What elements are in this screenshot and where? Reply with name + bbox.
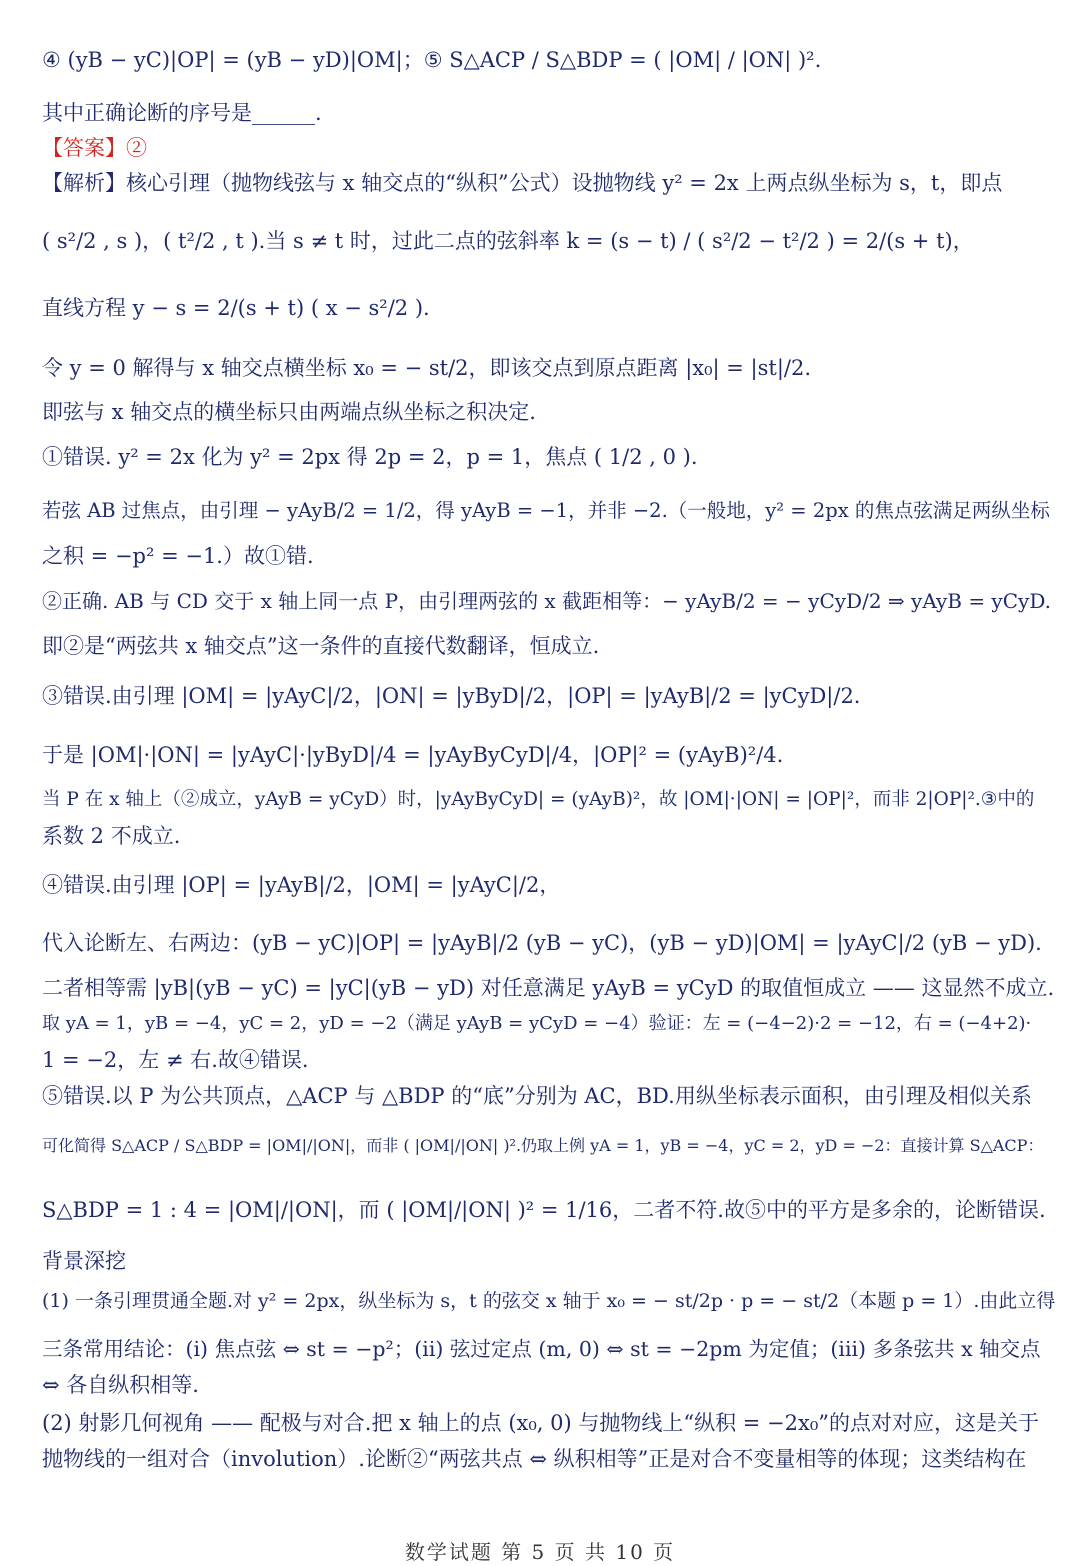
text-line: 令 y = 0 解得与 x 轴交点横坐标 x₀ = − st/2，即该交点到原点距离 |x₀| = |st|/2. bbox=[42, 356, 812, 380]
text-line: 二者相等需 |yB|(yB − yC) = |yC|(yB − yD) 对任意满足 yAyB = yCyD 的取值恒成立 —— 这显然不成立. bbox=[42, 976, 1055, 1000]
text-line: 抛物线的一组对合（involution）.论断②“两弦共点 ⇔ 纵积相等”正是对合不变量相等的体现；这类结构在 bbox=[42, 1447, 1027, 1471]
text-line: 即弦与 x 轴交点的横坐标只由两端点纵坐标之积决定. bbox=[42, 400, 536, 424]
text-line: S△BDP = 1 : 4 = |OM|/|ON|，而 ( |OM|/|ON| )² = 1/16，二者不符.故⑤中的平方是多余的，论断错误. bbox=[42, 1198, 1046, 1222]
text-line: (2) 射影几何视角 —— 配极与对合.把 x 轴上的点 (x₀, 0) 与抛物线上“纵积 = −2x₀”的点对对应，这是关于 bbox=[42, 1411, 1039, 1435]
text-line: 其中正确论断的序号是______. bbox=[42, 101, 322, 125]
text-line: 代入论断左、右两边：(yB − yC)|OP| = |yAyB|/2 (yB − yC)，(yB − yD)|OM| = |yAyC|/2 (yB − yD). bbox=[42, 931, 1042, 955]
text-line: 背景深挖 bbox=[42, 1249, 126, 1273]
text-line: 当 P 在 x 轴上（②成立，yAyB = yCyD）时，|yAyByCyD| = (yAyB)²，故 |OM|·|ON| = |OP|²，而非 2|OP|².③中的 bbox=[42, 789, 1035, 810]
text-line: 三条常用结论：(i) 焦点弦 ⇔ st = −p²；(ii) 弦过定点 (m, 0) ⇔ st = −2pm 为定值；(iii) 多条弦共 x 轴交点 bbox=[42, 1337, 1041, 1361]
text-line: (1) 一条引理贯通全题.对 y² = 2px，纵坐标为 s，t 的弦交 x 轴于 x₀ = − st/2p · p = − st/2（本题 p = 1）.由此立得 bbox=[42, 1290, 1056, 1312]
text-line: ( s²/2 , s )，( t²/2 , t ).当 s ≠ t 时，过此二点的弦斜率 k = (s − t) / ( s²/2 − t²/2 ) = 2/(s + t)， bbox=[42, 229, 974, 253]
text-line: 之积 = −p² = −1.）故①错. bbox=[42, 544, 314, 568]
text-line: ⇔ 各自纵积相等. bbox=[42, 1373, 199, 1397]
text-line: ④错误.由引理 |OP| = |yAyB|/2，|OM| = |yAyC|/2， bbox=[42, 873, 561, 897]
text-line: 取 yA = 1，yB = −4，yC = 2，yD = −2（满足 yAyB = yCyD = −4）验证：左 = (−4−2)·2 = −12，右 = (−4+2)· bbox=[42, 1013, 1032, 1034]
text-line: ③错误.由引理 |OM| = |yAyC|/2，|ON| = |yByD|/2，|OP| = |yAyB|/2 = |yCyD|/2. bbox=[42, 684, 861, 708]
text-line: 可化简得 S△ACP / S△BDP = |OM|/|ON|，而非 ( |OM|/|ON| )².仍取上例 yA = 1，yB = −4，yC = 2，yD = −2：直接计算 S△ACP： bbox=[42, 1136, 1044, 1155]
text-line: 即②是“两弦共 x 轴交点”这一条件的直接代数翻译，恒成立. bbox=[42, 634, 600, 658]
text-line: 【解析】核心引理（抛物线弦与 x 轴交点的“纵积”公式）设抛物线 y² = 2x 上两点纵坐标为 s，t，即点 bbox=[42, 171, 1003, 195]
text-line: ①错误. y² = 2x 化为 y² = 2px 得 2p = 2，p = 1，焦点 ( 1/2 , 0 ). bbox=[42, 445, 698, 469]
text-line: 于是 |OM|·|ON| = |yAyC|·|yByD|/4 = |yAyByCyD|/4，|OP|² = (yAyB)²/4. bbox=[42, 743, 784, 767]
text-line: ④ (yB − yC)|OP| = (yB − yD)|OM|；⑤ S△ACP / S△BDP = ( |OM| / |ON| )². bbox=[42, 48, 822, 72]
text-line: 【答案】② bbox=[42, 136, 147, 160]
text-line: 直线方程 y − s = 2/(s + t) ( x − s²/2 ). bbox=[42, 296, 430, 320]
text-line: ②正确. AB 与 CD 交于 x 轴上同一点 P，由引理两弦的 x 截距相等：− yAyB/2 = − yCyD/2 ⇒ yAyB = yCyD. bbox=[42, 589, 1052, 613]
text-line: 1 = −2，左 ≠ 右.故④错误. bbox=[42, 1048, 309, 1072]
text-line: 若弦 AB 过焦点，由引理 − yAyB/2 = 1/2，得 yAyB = −1，并非 −2.（一般地，y² = 2px 的焦点弦满足两纵坐标 bbox=[42, 499, 1050, 522]
text-line: 系数 2 不成立. bbox=[42, 824, 181, 848]
text-line: ⑤错误.以 P 为公共顶点，△ACP 与 △BDP 的“底”分别为 AC，BD.用纵坐标表示面积，由引理及相似关系 bbox=[42, 1084, 1032, 1108]
page-footer: 数学试题 第 5 页 共 10 页 bbox=[404, 1540, 676, 1564]
